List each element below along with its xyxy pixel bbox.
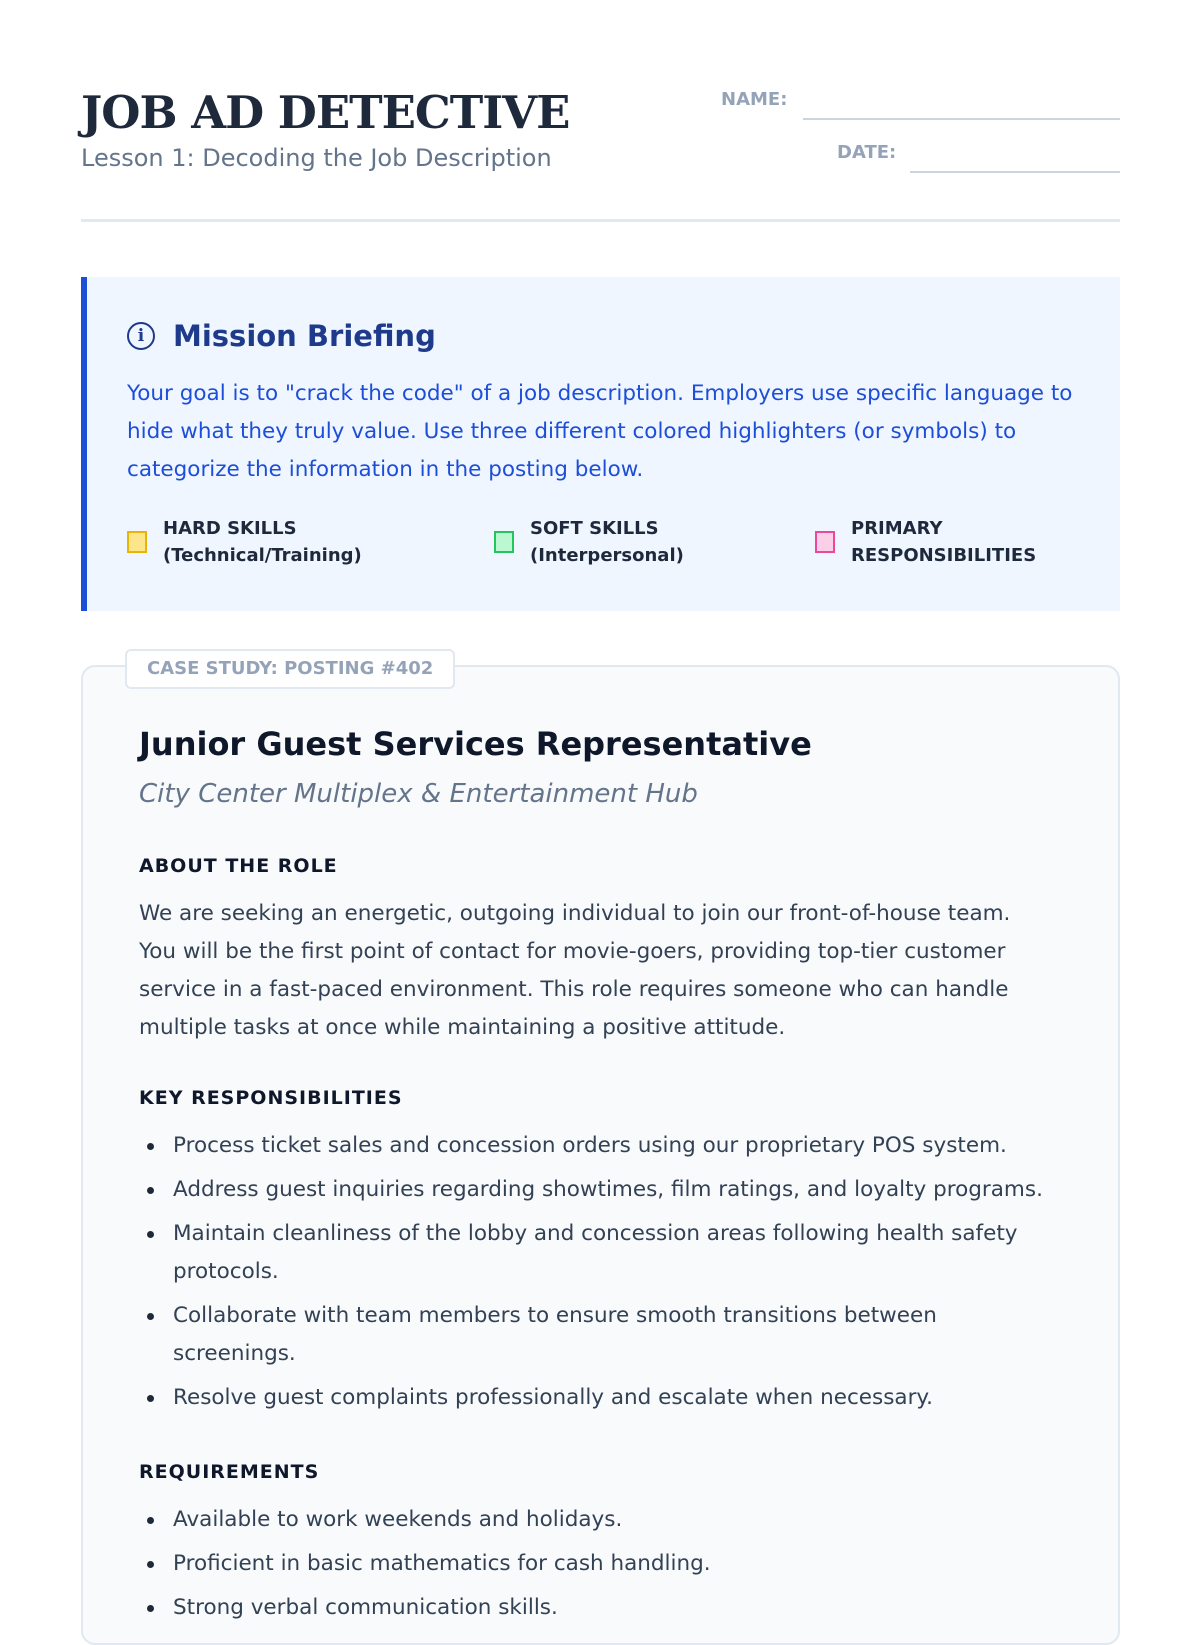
list-item: Proficient in basic mathematics for cash handling. <box>139 1545 1049 1583</box>
green-swatch-icon <box>494 531 514 553</box>
legend-responsibilities <box>815 515 1036 569</box>
mission-briefing <box>81 277 1120 611</box>
legend-label-line2: RESPONSIBILITIES <box>851 545 1037 566</box>
pink-swatch-icon <box>815 531 835 553</box>
list-item: Available to work weekends and holidays. <box>139 1501 1049 1539</box>
list-item: Maintain cleanliness of the lobby and concession areas following health safety protocols. <box>139 1215 1049 1291</box>
name-label: NAME: <box>721 89 788 110</box>
about-heading: ABOUT THE ROLE <box>139 855 338 877</box>
list-item: Resolve guest complaints professionally and escalate when necessary. <box>139 1379 1049 1417</box>
job-title: Junior Guest Services Representative <box>139 725 812 763</box>
legend-soft-skills <box>494 515 684 569</box>
about-text: We are seeking an energetic, outgoing individual to join our front-of-house team. You will be the first point of contact for movie-goers, providing top-tier customer service in a fast-paced environment. This role requires someone who can handle multiple tasks at once while maintaining a positive attitude. <box>139 901 1011 1040</box>
info-icon: i <box>127 322 155 350</box>
list-item: Strong verbal communication skills. <box>139 1589 1049 1627</box>
mission-instructions: Your goal is to "crack the code" of a job description. Employers use specific language to hide what they truly value. Use three different colored highlighters (or symbols) to categorize the information in the posting below. <box>127 381 1073 482</box>
requirements-heading: REQUIREMENTS <box>139 1461 320 1483</box>
requirements-list <box>139 1501 1049 1633</box>
company-name: City Center Multiplex & Entertainment Hub <box>139 779 698 809</box>
legend-label-line1: SOFT SKILLS <box>530 518 659 539</box>
case-study-card <box>81 658 1120 1645</box>
responsibilities-heading: KEY RESPONSIBILITIES <box>139 1087 403 1109</box>
list-item: Address guest inquiries regarding showtimes, film ratings, and loyalty programs. <box>139 1171 1049 1209</box>
yellow-swatch-icon <box>127 531 147 553</box>
legend-label-line1: HARD SKILLS <box>163 518 297 539</box>
mission-heading <box>127 319 436 353</box>
case-study-tab: CASE STUDY: POSTING #402 <box>125 649 455 689</box>
legend-label-line2: (Technical/Training) <box>163 545 362 566</box>
list-item: Collaborate with team members to ensure smooth transitions between screenings. <box>139 1297 1049 1373</box>
legend-label-line2: (Interpersonal) <box>530 545 684 566</box>
page-title: JOB AD DETECTIVE <box>81 86 570 139</box>
date-label: DATE: <box>837 142 897 163</box>
name-field[interactable] <box>803 118 1120 120</box>
lesson-subtitle: Lesson 1: Decoding the Job Description <box>81 144 552 172</box>
legend-label-line1: PRIMARY <box>851 518 943 539</box>
worksheet-header <box>81 80 1120 222</box>
mission-title: Mission Briefing <box>173 319 436 353</box>
legend-hard-skills <box>127 515 362 569</box>
list-item: Process ticket sales and concession orders using our proprietary POS system. <box>139 1127 1049 1165</box>
responsibilities-list <box>139 1127 1049 1423</box>
date-field[interactable] <box>910 171 1120 173</box>
